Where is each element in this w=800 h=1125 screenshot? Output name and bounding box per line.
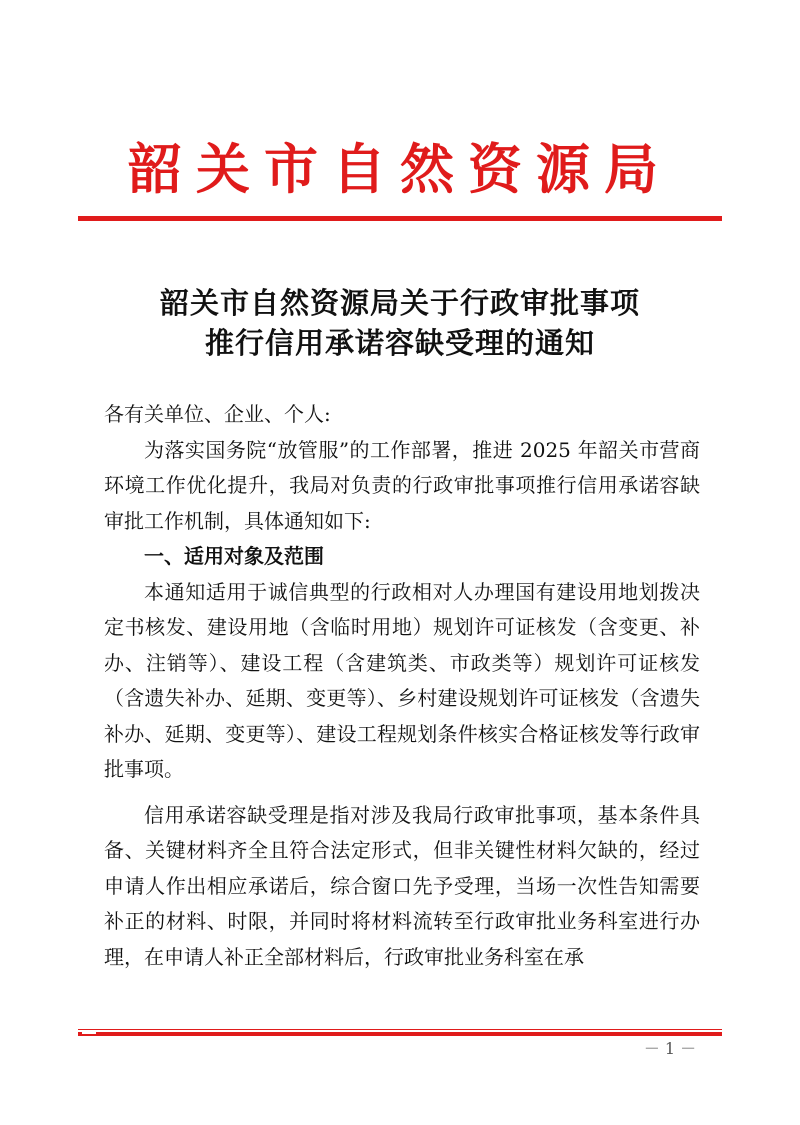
title-line-2: 推行信用承诺容缺受理的通知 bbox=[204, 326, 595, 360]
section-heading-1: 一、适用对象及范围 bbox=[144, 544, 324, 568]
salutation: 各有关单位、企业、个人: bbox=[104, 402, 331, 426]
section-1-paragraph-2: 信用承诺容缺受理是指对涉及我局行政审批事项，基本条件具备、关键材料齐全且符合法定形式，但非关键性材料欠缺的，经过申请人作出相应承诺后，综合窗口先予受理，当场一次性告知需要补正的材料、时限，并同时将材料流转至行政审批业务科室进行办理，在申请人补正全部材料后，行政审批业务科室在承 bbox=[104, 802, 700, 969]
section-1-paragraph-1: 本通知适用于诚信典型的行政相对人办理国有建设用地划拨决定书核发、建设用地（含临时用地）规划许可证核发（含变更、补办、注销等）、建设工程（含建筑类、市政类等）规划许可证核发（含遗失补办、延期、变更等）、乡村建设规划许可证核发（含遗失补办、延期、变更等）、建设工程规划条件核实合格证核发等行政审批事项。 bbox=[104, 579, 700, 781]
footer-divider-thin bbox=[78, 1029, 722, 1030]
footer-divider-gap bbox=[82, 1032, 96, 1034]
agency-masthead: 韶关市自然资源局 bbox=[128, 137, 672, 201]
document-title bbox=[0, 283, 800, 363]
title-line-1: 韶关市自然资源局关于行政审批事项 bbox=[159, 286, 640, 320]
document-body bbox=[104, 397, 700, 975]
page-number: － 1 － bbox=[643, 1039, 697, 1058]
footer-divider-thick bbox=[78, 1032, 722, 1036]
masthead-divider bbox=[78, 216, 722, 221]
intro-paragraph: 为落实国务院“放管服”的工作部署，推进 2025 年韶关市营商环境工作优化提升，我局对负责的行政审批事项推行信用承诺容缺审批工作机制，具体通知如下: bbox=[104, 437, 700, 533]
